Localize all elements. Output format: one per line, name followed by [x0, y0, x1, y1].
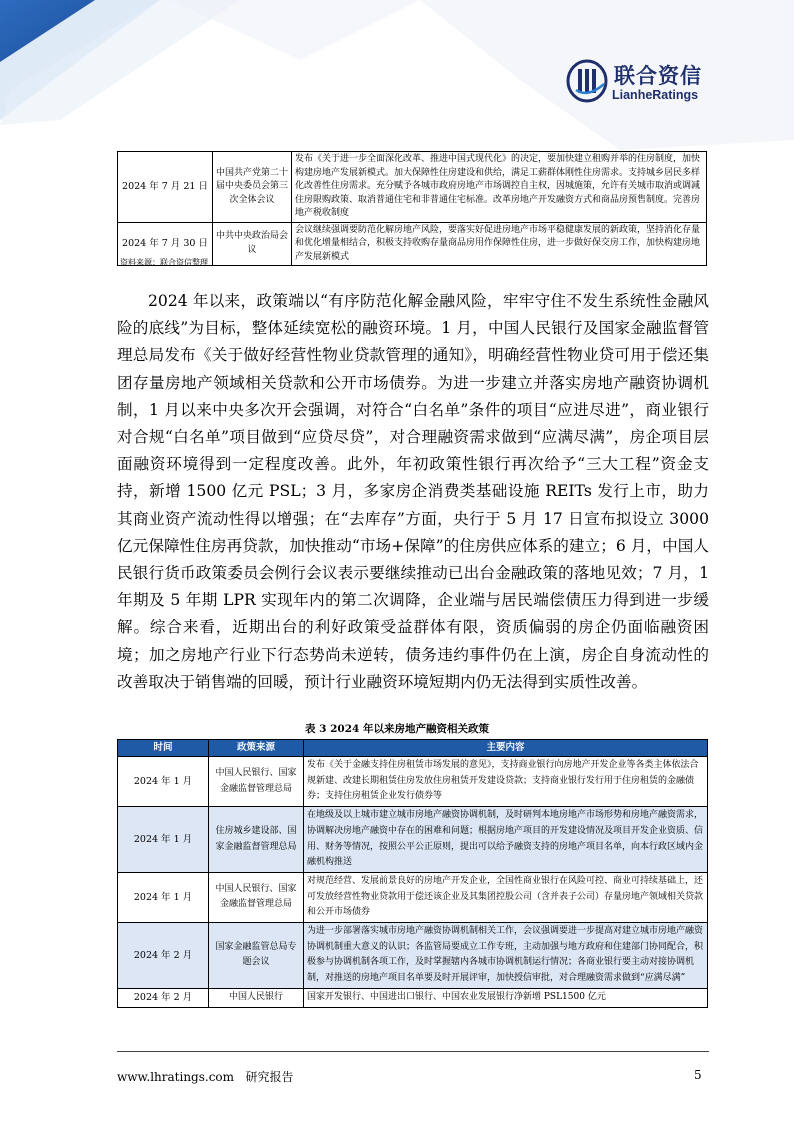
- table-row: [118, 757, 708, 807]
- cell-content: 发布《关于进一步全面深化改革、推进中国式现代化》的决定，要加快建立租购并举的住房制度，加快构建房地产发展新模式。加大保障性住房建设和供给，满足工薪群体刚性住房需求。支持城乡居民多样化改善性住房需求。充分赋予各城市政府房地产市场调控自主权，因城施策，允许有关城市取消或调减住房限购政策、取消普通住宅和非普通住宅标准。改革房地产开发融资方式和商品房预售制度。完善房地产税收制度: [292, 152, 707, 223]
- financing-policy-table: [117, 739, 708, 1008]
- cell-content: 国家开发银行、中国进出口银行、中国农业发展银行净新增 PSL1500 亿元: [304, 988, 708, 1007]
- table-row: [118, 152, 707, 223]
- table-row: [118, 988, 708, 1007]
- cell-date: 2024 年 7 月 21 日: [118, 152, 213, 223]
- cell-source: 住房城乡建设部、国家金融监督管理总局: [209, 807, 304, 873]
- logo-name-en: LianheRatings: [612, 88, 699, 102]
- cell-content: 会议继续强调要防范化解房地产风险，要落实好促进房地产市场平稳健康发展的新政策，坚持消化存量和优化增量相结合，积极支持收购存量商品房用作保障性住房，进一步做好保交房工作，加快构建房地产发展新模式: [292, 222, 707, 266]
- page-number: 5: [694, 1068, 702, 1082]
- table-header-row: [118, 740, 708, 757]
- footer-website-link[interactable]: www.lhratings.com: [117, 1070, 235, 1084]
- header-content: 主要内容: [304, 740, 708, 757]
- cell-date: 2024 年 1 月: [118, 807, 209, 873]
- cell-source: 中共中央政治局会议: [213, 222, 292, 266]
- cell-content: 对规范经营、发展前景良好的房地产开发企业，全国性商业银行在风险可控、商业可持续基础上，还可发放经营性物业贷款用于偿还该企业及其集团控股公司（含并表子公司）存量房地产领域相关贷款和公开市场债券: [304, 872, 708, 922]
- table-row: [118, 807, 708, 873]
- policy-table-continued: [117, 151, 707, 266]
- footer-label: 研究报告: [245, 1070, 294, 1084]
- cell-source: 中国共产党第二十届中央委员会第三次全体会议: [213, 152, 292, 223]
- cell-date: 2024 年 7 月 30 日: [118, 222, 213, 266]
- cell-content: 在地级及以上城市建立城市房地产融资协调机制，及时研判本地房地产市场形势和房地产融资需求，协调解决房地产融资中存在的困难和问题；根据房地产项目的开发建设情况及项目开发企业资质、信用、财务等情况，按照公平公正原则，提出可以给予融资支持的房地产项目名单，向本行政区域内金融机构推送: [304, 807, 708, 873]
- body-paragraph: 2024 年以来，政策端以“有序防范化解金融风险，牢牢守住不发生系统性金融风险的底线”为目标，整体延续宽松的融资环境。1 月，中国人民银行及国家金融监督管理总局发布《关于做好经营性物业贷款管理的通知》，明确经营性物业贷可用于偿还集团存量房地产领域相关贷款和公开市场债券。为进一步建立并落实房地产融资协调机制，1 月以来中央多次开会强调，对符合“白名单”条件的项目“应进尽进”，商业银行对合规“白名单”项目做到“应贷尽贷”，对合理融资需求做到“应满尽满”，房企项目层面融资环境得到一定程度改善。此外，年初政策性银行再次给予“三大工程”资金支持，新增 1500 亿元 PSL；3 月，多家房企消费类基础设施 REITs 发行上市，助力其商业资产流动性得以增强；在“去库存”方面，央行于 5 月 17 日宣布拟设立 3000 亿元保障性住房再贷款，加快推动“市场+保障”的住房供应体系的建立；6 月，中国人民银行货币政策委员会例行会议表示要继续推动已出台金融政策的落地见效；7 月，1 年期及 5 年期 LPR 实现年内的第二次调降，企业端与居民端偿债压力得到进一步缓解。综合来看，近期出台的利好政策受益群体有限，资质偏弱的房企仍面临融资困境；加之房地产行业下行态势尚未逆转，债务违约事件仍在上演，房企自身流动性的改善取决于销售端的回暖，预计行业融资环境短期内仍无法得到实质性改善。: [117, 292, 709, 691]
- lianhe-logo-icon: [566, 58, 610, 104]
- cell-date: 2024 年 1 月: [118, 872, 209, 922]
- table-row: [118, 923, 708, 989]
- cell-date: 2024 年 2 月: [118, 988, 209, 1007]
- source-note: 资料来源：联合资信整理: [120, 258, 208, 267]
- table-row: [118, 872, 708, 922]
- header-time: 时间: [118, 740, 209, 757]
- cell-date: 2024 年 1 月: [118, 757, 209, 807]
- logo-name-cn: 联合资信: [614, 64, 702, 88]
- header-source: 政策来源: [209, 740, 304, 757]
- cell-source: 中国人民银行、国家金融监督管理总局: [209, 872, 304, 922]
- footer-divider: [117, 1051, 709, 1052]
- cell-date: 2024 年 2 月: [118, 923, 209, 989]
- cell-source: 国家金融监管总局专题会议: [209, 923, 304, 989]
- cell-content: 发布《关于金融支持住房租赁市场发展的意见》，支持商业银行向房地产开发企业等各类主体依法合规新建、改建长期租赁住房发放住房租赁开发建设贷款；支持商业银行发行用于住房租赁的金融债券；支持住房租赁企业发行债券等: [304, 757, 708, 807]
- cell-source: 中国人民银行、国家金融监督管理总局: [209, 757, 304, 807]
- footer-left: [117, 1068, 294, 1085]
- cell-content: 为进一步部署落实城市房地产融资协调机制相关工作，会议强调要进一步提高对建立城市房地产融资协调机制重大意义的认识；各监管局要成立工作专班，主动加强与地方政府和住建部门协同配合，积极参与协调机制各项工作，及时掌握辖内各城市协调机制运行情况；各商业银行要主动对接协调机制，对推送的房地产项目名单要及时开展评审，加快授信审批，对合理融资需求做到“应满尽满”: [304, 923, 708, 989]
- cell-source: 中国人民银行: [209, 988, 304, 1007]
- table-caption: 表 3 2024 年以来房地产融资相关政策: [305, 723, 489, 735]
- lianhe-logo: [566, 58, 716, 108]
